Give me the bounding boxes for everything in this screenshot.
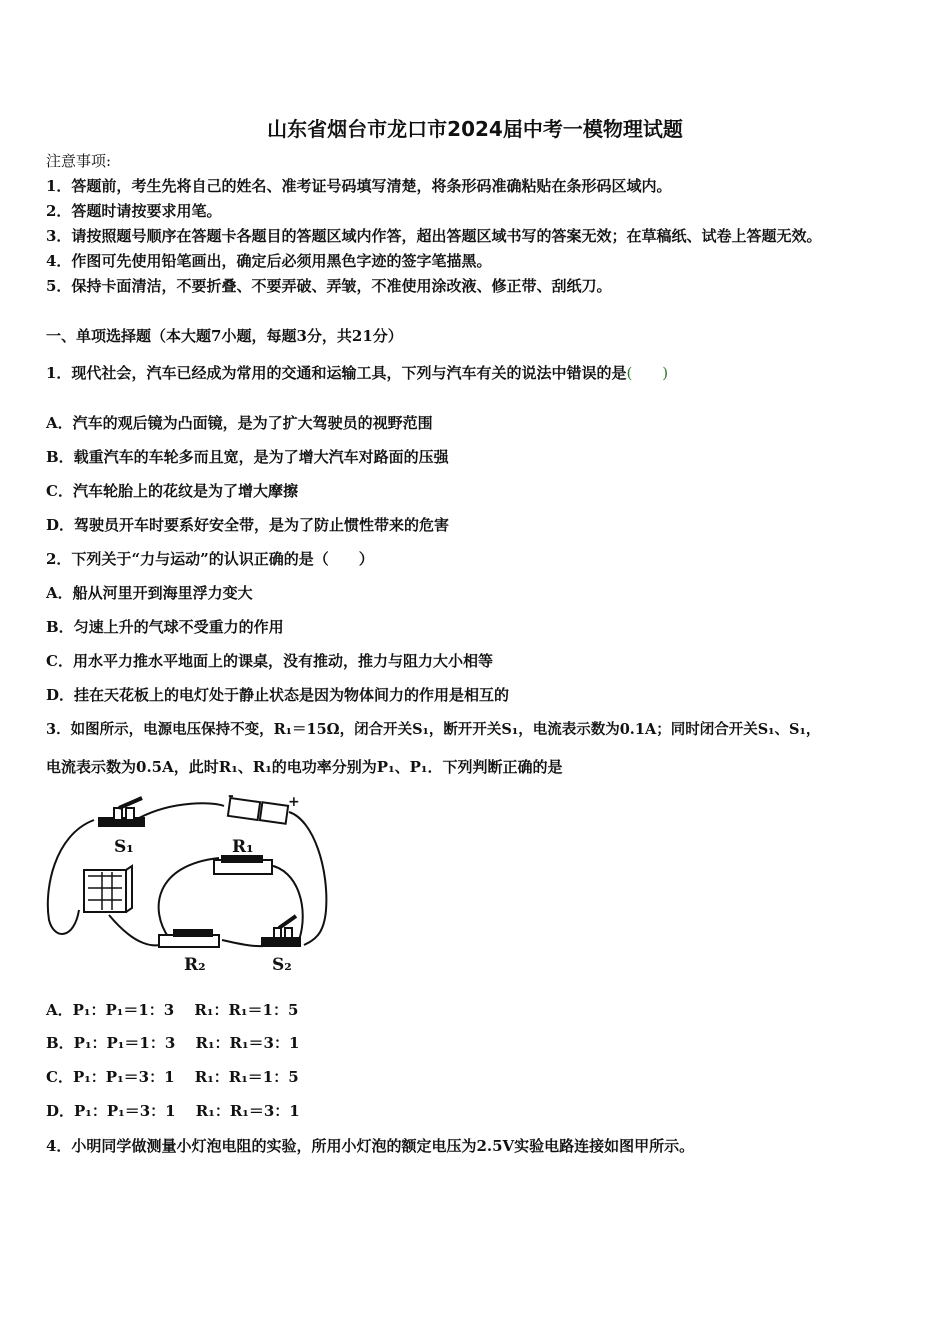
notice-heading: 注意事项: (46, 152, 112, 170)
label-s2: S₂ (272, 955, 292, 975)
label-s1: S₁ (114, 837, 134, 857)
q2-option-c: C．用水平力推水平地面上的课桌，没有推动，推力与阻力大小相等 (46, 652, 493, 670)
label-r2: R₂ (184, 955, 206, 975)
page-title: 山东省烟台市龙口市2024届中考一模物理试题 (267, 117, 683, 141)
q3-option-b: B．P₁：P₁＝1：3 R₁：R₁＝3：1 (46, 1034, 300, 1052)
notice-item: 2．答题时请按要求用笔。 (46, 202, 222, 220)
q2-option-d: D．挂在天花板上的电灯处于静止状态是因为物体间力的作用是相互的 (46, 686, 510, 704)
battery-icon (228, 798, 288, 824)
q1-option-a: A．汽车的观后镜为凸面镜，是为了扩大驾驶员的视野范围 (46, 414, 433, 432)
q3-option-a: A．P₁：P₁＝1：3 R₁：R₁＝1：5 (46, 1001, 299, 1019)
switch-s2 (262, 916, 300, 946)
resistor-r2 (159, 930, 219, 947)
notice-item: 3．请按照题号顺序在答题卡各题目的答题区域内作答，超出答题区域书写的答案无效；在草稿纸、试卷上答题无效。 (46, 227, 822, 245)
switch-s1 (99, 798, 144, 826)
label-minus: - (228, 790, 234, 804)
section-heading: 一、单项选择题（本大题7小题，每题3分，共21分） (46, 327, 403, 345)
circuit-diagram (44, 790, 334, 980)
notice-item: 1．答题前，考生先将自己的姓名、准考证号码填写清楚，将条形码准确粘贴在条形码区域内。 (46, 177, 672, 195)
q1-option-b: B．载重汽车的车轮多而且宽，是为了增大汽车对路面的压强 (46, 448, 449, 466)
notice-item: 5．保持卡面清洁，不要折叠、不要弄破、弄皱，不准使用涂改液、修正带、刮纸刀。 (46, 277, 612, 295)
notice-item: 4．作图可先使用铅笔画出，确定后必须用黑色字迹的签字笔描黑。 (46, 252, 492, 270)
q3-option-c: C．P₁：P₁＝3：1 R₁：R₁＝1：5 (46, 1068, 299, 1086)
question-3-line1: 3．如图所示，电源电压保持不变，R₁＝15Ω，闭合开关S₁，断开开关S₁，电流表示数为0.1A；同时闭合开关S₁、S₁， (46, 721, 821, 738)
q3-option-d: D．P₁：P₁＝3：1 R₁：R₁＝3：1 (46, 1102, 300, 1120)
q1-option-c: C．汽车轮胎上的花纹是为了增大摩擦 (46, 482, 298, 500)
q2-option-a: A．船从河里开到海里浮力变大 (46, 584, 253, 602)
question-4-stem: 4．小明同学做测量小灯泡电阻的实验，所用小灯泡的额定电压为2.5V实验电路连接如图甲所示。 (46, 1137, 695, 1155)
question-3-line2: 电流表示数为0.5A，此时R₁、R₁的电功率分别为P₁、P₁．下列判断正确的是 (46, 758, 563, 776)
q1-option-d: D．驾驶员开车时要系好安全带，是为了防止惯性带来的危害 (46, 516, 450, 534)
question-1-stem: 1．现代社会，汽车已经成为常用的交通和运输工具，下列与汽车有关的说法中错误的是( ) (46, 364, 669, 382)
q2-option-b: B．匀速上升的气球不受重力的作用 (46, 618, 284, 636)
ammeter-icon (84, 866, 132, 912)
label-plus: + (288, 794, 300, 810)
question-2-stem: 2．下列关于“力与运动”的认识正确的是（ ） (46, 550, 374, 568)
resistor-r1 (214, 856, 272, 874)
label-r1: R₁ (232, 837, 254, 857)
